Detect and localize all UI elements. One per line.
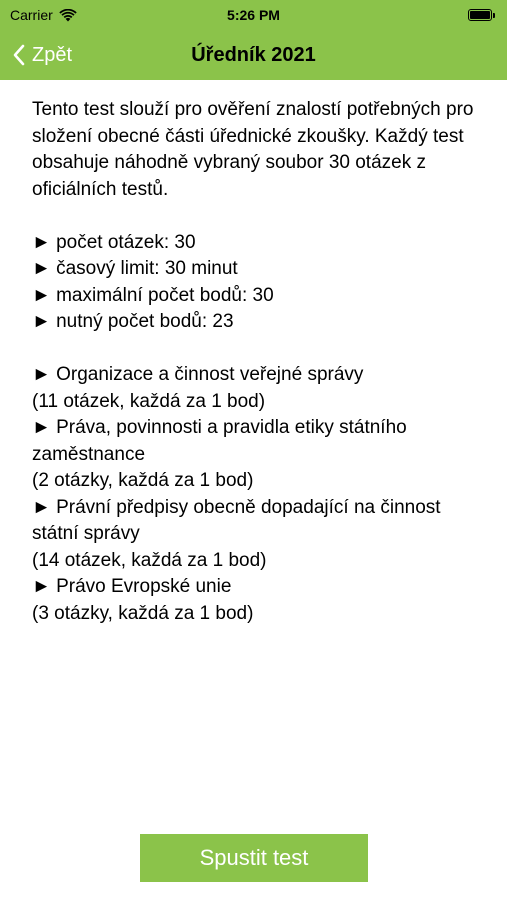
test-description <box>32 97 482 627</box>
test-sections-list <box>32 362 482 627</box>
section-detail: (11 otázek, každá za 1 bod) <box>32 390 266 412</box>
section-title: ► Právní předpisy obecně dopadající na činnost státní správy <box>32 496 441 544</box>
section-title: ► Práva, povinnosti a pravidla etiky státního zaměstnance <box>32 417 407 465</box>
page-title: Úředník 2021 <box>191 43 316 66</box>
wifi-icon <box>59 9 77 22</box>
section-title: ► Právo Evropské unie <box>32 576 232 597</box>
chevron-left-icon <box>12 44 26 66</box>
section-detail: (3 otázky, každá za 1 bod) <box>32 602 254 624</box>
intro-text: Tento test slouží pro ověření znalostí potřebných pro složení obecné části úřednické zkoušky. Každý test obsahuje náhodně vybraný soubor 30 otázek z oficiálních testů. <box>32 99 474 200</box>
section-detail: (14 otázek, každá za 1 bod) <box>32 549 267 571</box>
section-title: ► Organizace a činnost veřejné správy <box>32 364 364 385</box>
status-left <box>10 7 77 23</box>
stat-question-count: ► počet otázek: 30 <box>32 231 196 253</box>
status-bar <box>0 0 507 30</box>
carrier-label: Carrier <box>10 7 53 23</box>
stat-required-points: ► nutný počet bodů: 23 <box>32 311 234 332</box>
stat-max-points: ► maximální počet bodů: 30 <box>32 284 274 306</box>
stat-time-limit: ► časový limit: 30 minut <box>32 258 238 279</box>
status-time: 5:26 PM <box>227 7 280 23</box>
back-label: Zpět <box>32 43 73 66</box>
navigation-bar <box>0 30 507 80</box>
back-button[interactable] <box>12 30 72 80</box>
battery-icon <box>468 9 495 21</box>
test-stats-list <box>32 230 482 336</box>
start-test-button[interactable]: Spustit test <box>140 834 368 882</box>
section-detail: (2 otázky, každá za 1 bod) <box>32 470 254 491</box>
